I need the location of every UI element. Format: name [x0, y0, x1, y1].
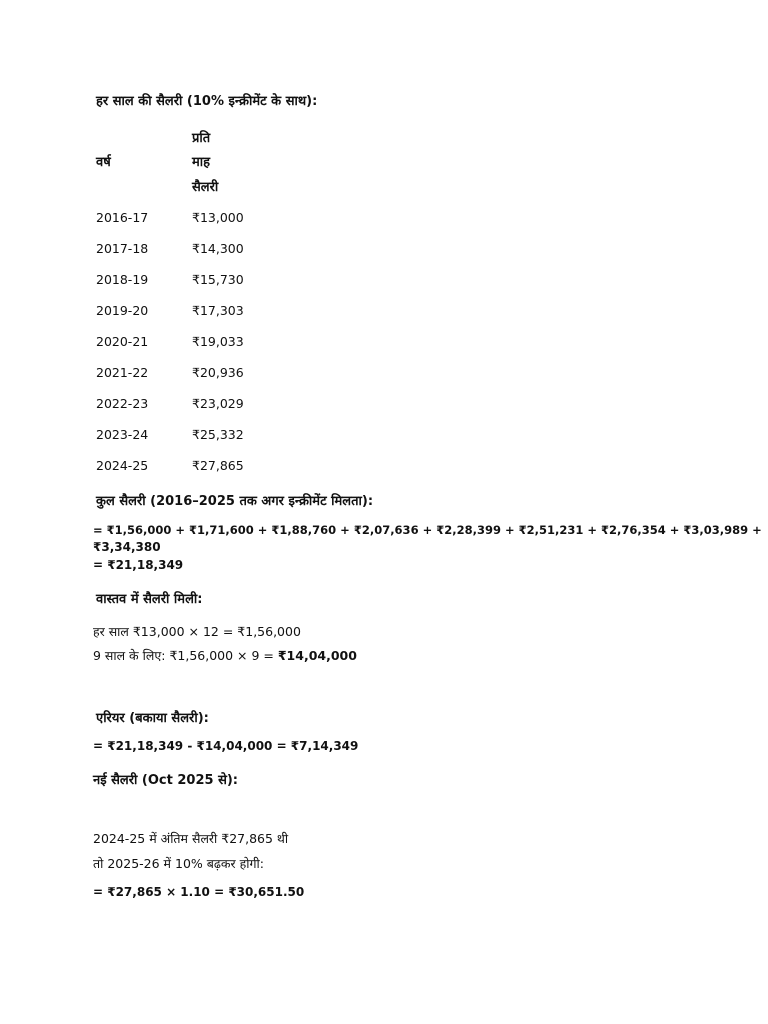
heading-yearly-salary: हर साल की सैलरी (10% इन्क्रीमेंट के साथ): [96, 94, 318, 109]
table-cell-year: 2021-22 [96, 365, 149, 380]
table-cell-salary: ₹14,300 [192, 241, 244, 256]
table-row [96, 272, 396, 290]
new-salary-line-1: 2024-25 में अंतिम सैलरी ₹27,865 थी [93, 831, 289, 846]
actual-salary-line-1: हर साल ₹13,000 × 12 = ₹1,56,000 [93, 624, 301, 639]
table-row [96, 396, 396, 414]
table-cell-salary: ₹19,033 [192, 334, 244, 349]
actual-salary-line-2 [93, 647, 357, 664]
heading-arrear: एरियर (बकाया सैलरी): [96, 711, 209, 726]
table-cell-year: 2017-18 [96, 241, 149, 256]
table-row [96, 365, 396, 383]
table-row [96, 210, 396, 228]
table-cell-year: 2022-23 [96, 396, 149, 411]
table-cell-year: 2020-21 [96, 334, 149, 349]
new-salary-line-2: तो 2025-26 में 10% बढ़कर होगी: [93, 856, 264, 871]
table-row [96, 303, 396, 321]
column-header-salary-line-1: प्रति [192, 131, 211, 146]
table-row [96, 427, 396, 445]
table-cell-salary: ₹13,000 [192, 210, 244, 225]
table-row [96, 334, 396, 352]
total-result: = ₹21,18,349 [93, 558, 184, 572]
table-cell-salary: ₹17,303 [192, 303, 244, 318]
table-row [96, 458, 396, 476]
total-formula-line-2: ₹3,34,380 [93, 540, 161, 554]
table-cell-salary: ₹27,865 [192, 458, 244, 473]
table-cell-year: 2019-20 [96, 303, 149, 318]
table-cell-year: 2016-17 [96, 210, 149, 225]
table-cell-salary: ₹20,936 [192, 365, 244, 380]
table-cell-year: 2024-25 [96, 458, 149, 473]
table-cell-year: 2023-24 [96, 427, 149, 442]
column-header-salary-line-3: सैलरी [192, 180, 219, 195]
table-cell-salary: ₹25,332 [192, 427, 244, 442]
arrear-formula: = ₹21,18,349 - ₹14,04,000 = ₹7,14,349 [93, 739, 359, 753]
actual-salary-total: ₹14,04,000 [277, 648, 357, 663]
new-salary-result: = ₹27,865 × 1.10 = ₹30,651.50 [93, 885, 305, 899]
table-cell-year: 2018-19 [96, 272, 149, 287]
column-header-year: वर्ष [96, 155, 111, 170]
heading-new-salary: नई सैलरी (Oct 2025 से): [93, 773, 239, 788]
heading-total-salary: कुल सैलरी (2016–2025 तक अगर इन्क्रीमेंट मिलता): [96, 494, 374, 509]
table-cell-salary: ₹15,730 [192, 272, 244, 287]
column-header-salary-line-2: माह [192, 155, 211, 170]
total-formula-line-1: = ₹1,56,000 + ₹1,71,600 + ₹1,88,760 + ₹2,07,636 + ₹2,28,399 + ₹2,51,231 + ₹2,76,354 + ₹3,03,989 + [93, 523, 762, 537]
table-row [96, 241, 396, 259]
table-cell-salary: ₹23,029 [192, 396, 244, 411]
actual-salary-line-2-text: 9 साल के लिए: ₹1,56,000 × 9 = [93, 648, 278, 663]
heading-actual-salary: वास्तव में सैलरी मिली: [96, 592, 203, 607]
